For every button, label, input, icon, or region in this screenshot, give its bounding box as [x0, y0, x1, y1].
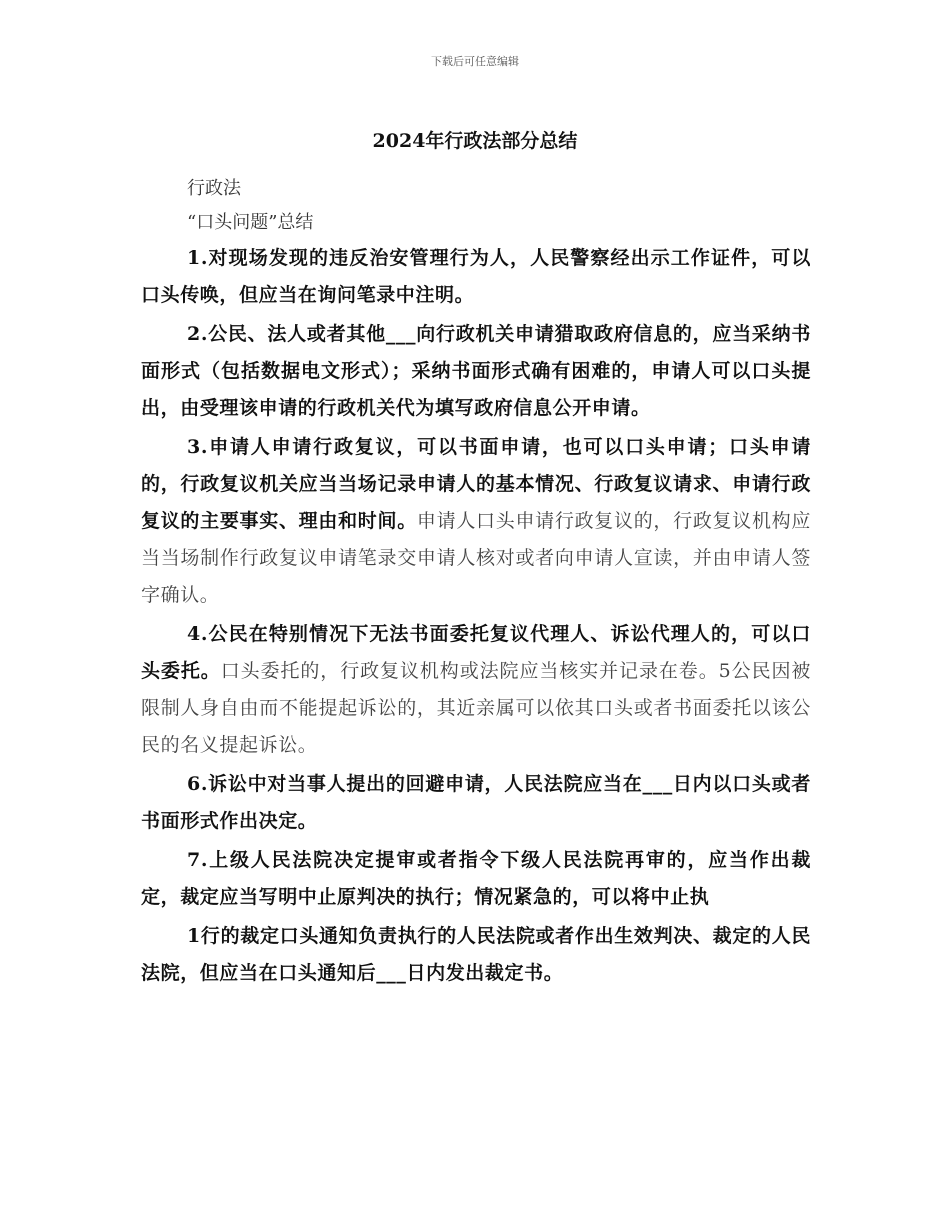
page-header-note: 下载后可任意编辑 [431, 55, 519, 68]
paragraph-6 [141, 766, 811, 840]
paragraph-4 [141, 616, 811, 764]
paragraph-1-bold: 1.对现场发现的违反治安管理行为人，人民警察经出示工作证件，可以口头传唤，但应当在询问笔录中注明。 [141, 247, 811, 306]
paragraph-3 [141, 429, 811, 614]
paragraph-1 [141, 240, 811, 314]
subheading-administrative-law: 行政法 [187, 178, 241, 199]
paragraph-2-bold: 2.公民、法人或者其他___向行政机关申请猎取政府信息的，应当采纳书面形式（包括数据电文形式）；采纳书面形式确有困难的，申请人可以口头提出，由受理该申请的行政机关代为填写政府信息公开申请。 [141, 323, 811, 419]
paragraph-7-continued-bold: 1行的裁定口头通知负责执行的人民法院或者作出生效判决、裁定的人民法院，但应当在口头通知后___日内发出裁定书。 [141, 925, 811, 984]
paragraph-4-bold: 4.公民在特别情况下无法书面委托复议代理人、诉讼代理人的，可以口头委托。 [141, 623, 811, 682]
paragraph-3-normal: 申请人口头申请行政复议的，行政复议机构应当当场制作行政复议申请笔录交申请人核对或者向申请人宣读，并由申请人签字确认。 [141, 510, 811, 606]
paragraph-7-bold: 7.上级人民法院决定提审或者指令下级人民法院再审的，应当作出裁定，裁定应当写明中止原判决的执行；情况紧急的，可以将中止执 [141, 849, 811, 908]
document-title: 2024年行政法部分总结 [372, 130, 578, 152]
paragraph-4-normal: 口头委托的，行政复议机构或法院应当核实并记录在卷。5公民因被限制人身自由而不能提起诉讼的，其近亲属可以依其口头或者书面委托以该公民的名义提起诉讼。 [141, 660, 812, 756]
paragraph-6-bold: 6.诉讼中对当事人提出的回避申请，人民法院应当在___日内以口头或者书面形式作出决定。 [141, 773, 811, 832]
subheading-oral-issues-summary: “口头问题”总结 [187, 212, 314, 233]
document-body [141, 172, 811, 994]
paragraph-7 [141, 842, 811, 916]
paragraph-3-bold: 3.申请人申请行政复议，可以书面申请，也可以口头申请；口头申请的，行政复议机关应当当场记录申请人的基本情况、行政复议请求、申请行政复议的主要事实、理由和时间。 [141, 436, 811, 532]
paragraph-7-continued [141, 918, 811, 992]
paragraph-2 [141, 316, 811, 427]
